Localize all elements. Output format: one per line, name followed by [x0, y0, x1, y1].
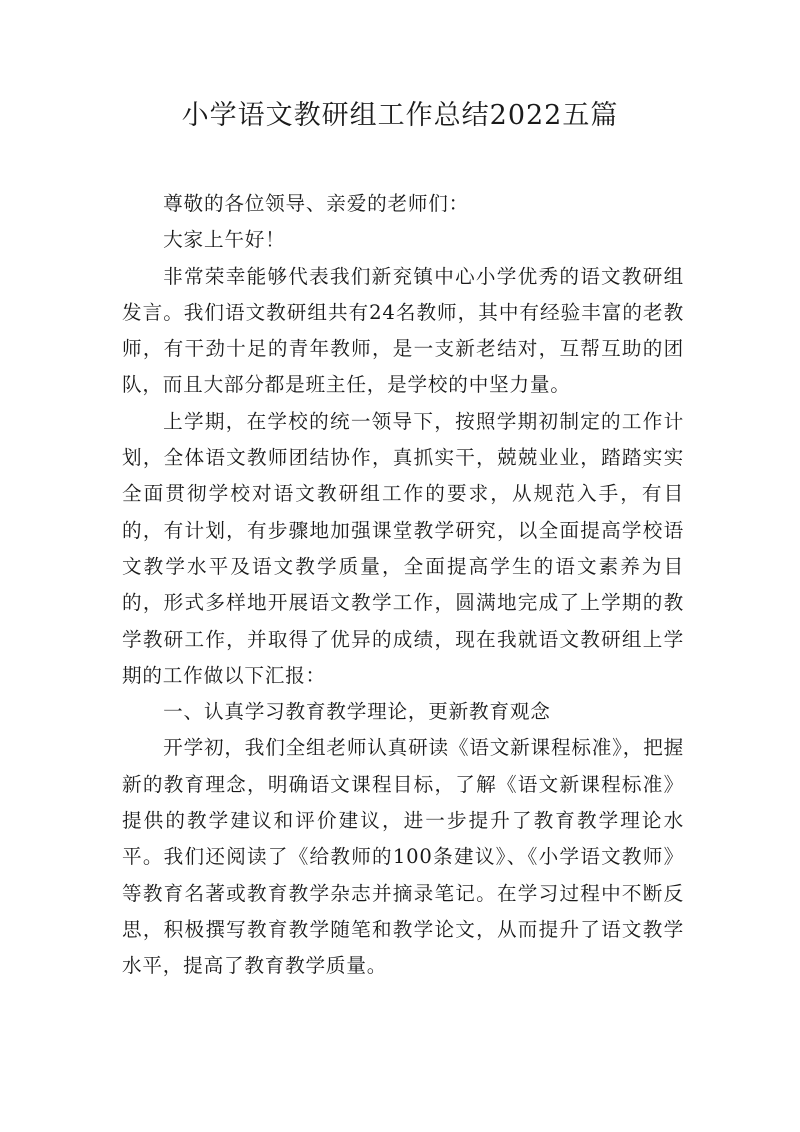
paragraph-salutation: 大家上午好！	[163, 228, 286, 252]
paragraph-theory-study: 开学初，我们全组老师认真研读《语文新课程标准》，把握新的教育理念，明确语文课程目标，了解《语文新课程标准》提供的教学建议和评价建议，进一步提升了教育教学理论水平。我们还阅读了《给教师的100条建议》、《小学语文教师》等教育名著或教育教学杂志并摘录笔记。在学习过程中不断反思，积极撰写教育教学随笔和教学论文，从而提升了语文教学水平，提高了教育教学质量。	[122, 736, 684, 978]
paragraph-greeting: 尊敬的各位领导、亲爱的老师们：	[163, 192, 470, 215]
document-title: 小学语文教研组工作总结2022五篇	[181, 100, 619, 131]
section-heading-1: 一、认真学习教育教学理论，更新教育观念	[163, 700, 551, 724]
paragraph-semester-summary: 上学期，在学校的统一领导下，按照学期初制定的工作计划，全体语文教师团结协作，真抓实干，兢兢业业，踏踏实实全面贯彻学校对语文教研组工作的要求，从规范入手，有目的，有计划，有步骤地加强课堂教学研究，以全面提高学校语文教学水平及语文教学质量，全面提高学生的语文素养为目的，形式多样地开展语文教学工作，圆满地完成了上学期的教学教研工作，并取得了优异的成绩，现在我就语文教研组上学期的工作做以下汇报：	[122, 409, 684, 687]
document-body	[122, 186, 684, 985]
paragraph-intro: 非常荣幸能够代表我们新兖镇中心小学优秀的语文教研组发言。我们语文教研组共有24名教师，其中有经验丰富的老教师，有干劲十足的青年教师，是一支新老结对，互帮互助的团队，而且大部分都是班主任，是学校的中坚力量。	[122, 264, 684, 397]
